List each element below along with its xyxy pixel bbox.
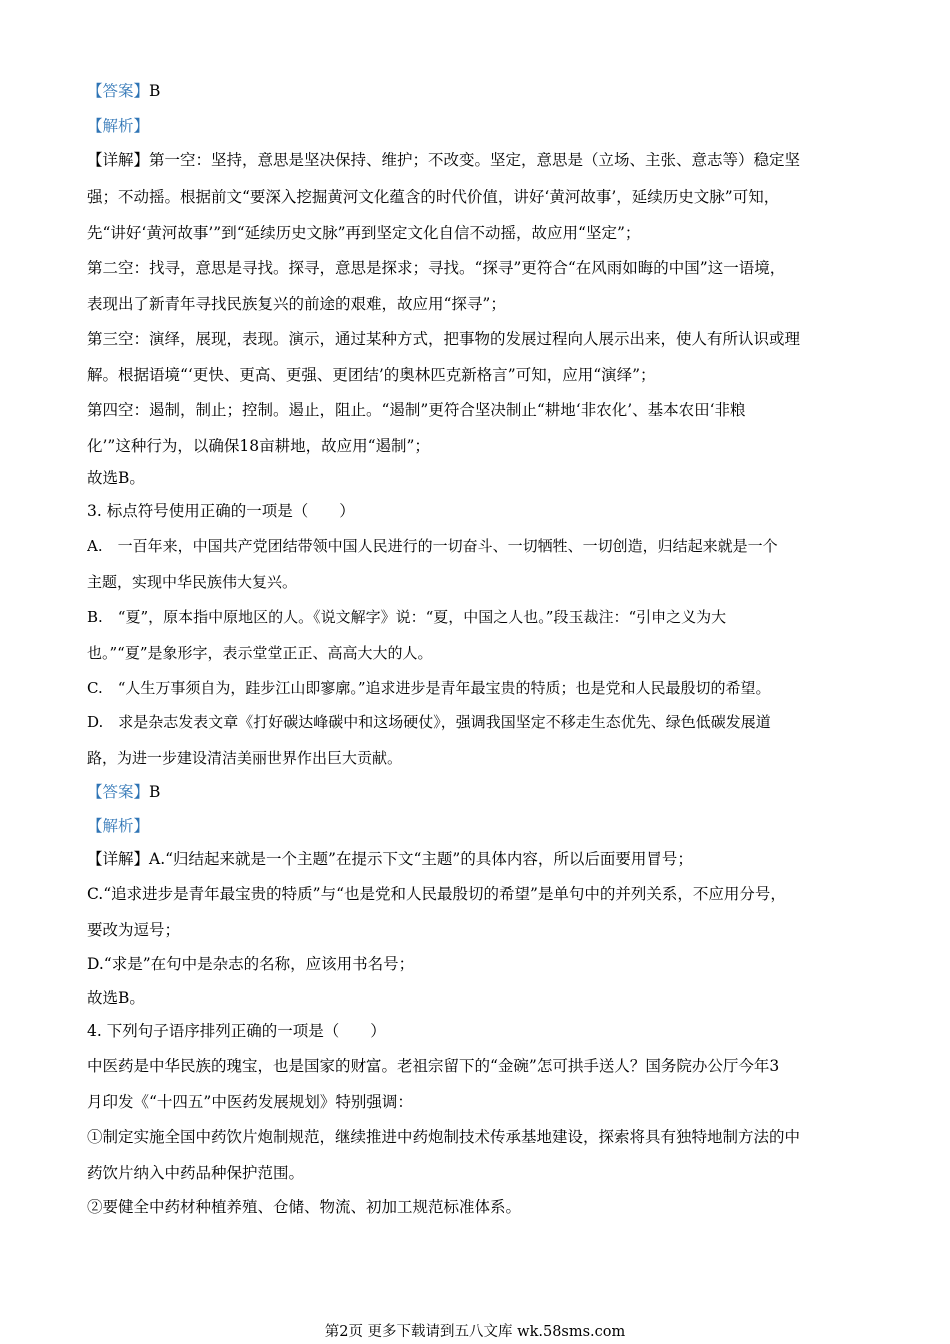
line-text: D.“求是”在句中是杂志的名称，应该用书名号； [87, 955, 415, 973]
section-label-line [87, 781, 867, 803]
line-text: B [149, 783, 161, 801]
text-line [87, 711, 867, 733]
line-text: 解。根据语境“‘更快、更高、更强、更团结’的奥林匹克新格言”可知，应用“演绎”； [87, 366, 656, 384]
text-line [87, 987, 867, 1009]
text-line [87, 1091, 867, 1113]
text-line [87, 1162, 867, 1184]
section-tag: 【解析】 [87, 817, 150, 835]
line-text: 【详解】A.“归结起来就是一个主题”在提示下文“主题”的具体内容，所以后面要用冒号； [87, 850, 693, 868]
text-line [87, 435, 867, 457]
line-text: 路，为进一步建设清洁美丽世界作出巨大贡献。 [87, 749, 403, 767]
text-line [87, 149, 867, 171]
line-text: 化’”这种行为，以确保18亩耕地，故应用“遏制”； [87, 437, 430, 455]
text-line [87, 848, 867, 870]
line-text: 第三空：演绎，展现，表现。演示，通过某种方式，把事物的发展过程向人展示出来，使人有所认识或理 [87, 330, 801, 348]
text-line [87, 642, 867, 664]
line-text: 强；不动摇。根据前文“要深入挖掘黄河文化蕴含的时代价值，讲好‘黄河故事’，延续历史文脉”可知， [87, 188, 780, 206]
line-text: 3. 标点符号使用正确的一项是（ ） [87, 502, 355, 520]
text-line [87, 500, 867, 522]
section-label-line [87, 815, 867, 837]
line-text: D. 求是杂志发表文章《打好碳达峰碳中和这场硬仗》，强调我国坚定不移走生态优先、绿色低碳发展道 [87, 713, 771, 731]
text-line [87, 953, 867, 975]
line-text: 【详解】第一空：坚持，意思是坚决保持、维护；不改变。坚定，意思是（立场、主张、意志等）稳定坚 [87, 151, 801, 169]
text-line [87, 919, 867, 941]
line-text: 4. 下列句子语序排列正确的一项是（ ） [87, 1022, 386, 1040]
line-text: 表现出了新青年寻找民族复兴的前途的艰难，故应用“探寻”； [87, 295, 506, 313]
footer-text: 第2页 更多下载请到五八文库 wk.58sms.com [324, 1324, 626, 1340]
text-line [87, 328, 867, 350]
text-line [87, 1020, 867, 1042]
text-line [87, 883, 867, 905]
line-text: 主题，实现中华民族伟大复兴。 [87, 573, 298, 591]
line-text: 要改为逗号； [87, 921, 181, 939]
text-line [87, 467, 867, 489]
line-text: 药饮片纳入中药品种保护范围。 [87, 1164, 305, 1182]
line-text: 先“讲好‘黄河故事’”到“延续历史文脉”再到坚定文化自信不动摇，故应用“坚定”； [87, 224, 641, 242]
section-tag: 【解析】 [87, 117, 150, 135]
text-line [87, 747, 867, 769]
text-line [87, 364, 867, 386]
line-text: 故选B。 [87, 469, 145, 487]
text-line [87, 571, 867, 593]
text-line [87, 677, 867, 699]
line-text: C.“追求进步是青年最宝贵的特质”与“也是党和人民最殷切的希望”是单句中的并列关系，不应用分号， [87, 885, 786, 903]
section-label-line [87, 115, 867, 137]
text-line [87, 535, 867, 557]
text-line [87, 1196, 867, 1218]
line-text: C. “人生万事须自为，跬步江山即寥廓。”追求进步是青年最宝贵的特质；也是党和人民最殷切的希望。 [87, 679, 771, 697]
line-text: A. 一百年来，中国共产党团结带领中国人民进行的一切奋斗、一切牺牲、一切创造，归结起来就是一个 [87, 537, 778, 555]
line-text: 月印发《“十四五”中医药发展规划》特别强调： [87, 1093, 413, 1111]
line-text: B [149, 82, 161, 100]
line-text: 故选B。 [87, 989, 145, 1007]
text-line [87, 222, 867, 244]
text-line [87, 257, 867, 279]
text-line [87, 186, 867, 208]
line-text: B. “夏”，原本指中原地区的人。《说文解字》说：“夏，中国之人也。”段玉裁注：“引申之义为大 [87, 608, 727, 626]
text-line [87, 1126, 867, 1148]
line-text: ①制定实施全国中药饮片炮制规范，继续推进中药炮制技术传承基地建设，探索将具有独特地制方法的中 [87, 1128, 801, 1146]
line-text: 第四空：遏制，制止；控制。遏止，阻止。“遏制”更符合坚决制止“耕地‘非农化’、基本农田‘非粮 [87, 401, 746, 419]
text-line [87, 606, 867, 628]
section-tag: 【答案】 [87, 783, 150, 801]
section-tag: 【答案】 [87, 82, 150, 100]
section-label-line [87, 80, 867, 102]
line-text: 也。”“夏”是象形字，表示堂堂正正、高高大大的人。 [87, 644, 433, 662]
line-text: 第二空：找寻，意思是寻找。探寻，意思是探求；寻找。“探寻”更符合“在风雨如晦的中国”这一语境， [87, 259, 786, 277]
text-line [87, 293, 867, 315]
text-line [87, 399, 867, 421]
line-text: 中医药是中华民族的瑰宝，也是国家的财富。老祖宗留下的“金碗”怎可拱手送人？国务院办公厅今年3 [87, 1057, 780, 1075]
page-footer [0, 1322, 950, 1342]
line-text: ②要健全中药材种植养殖、仓储、物流、初加工规范标准体系。 [87, 1198, 522, 1216]
text-line [87, 1055, 867, 1077]
